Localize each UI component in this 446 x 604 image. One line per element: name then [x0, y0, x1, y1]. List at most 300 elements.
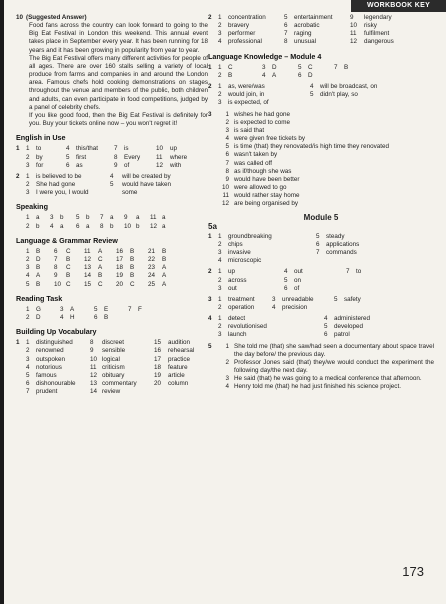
- answer-text: professional: [228, 38, 262, 46]
- workbook-key-badge: WORKBOOK KEY: [351, 0, 446, 12]
- item-number: 5: [316, 232, 320, 240]
- answer-text: commentary: [102, 380, 137, 388]
- item-number: 1: [26, 339, 30, 347]
- item-number: 5: [334, 295, 338, 303]
- item-number: 1: [218, 268, 222, 276]
- answer-text: [326, 257, 406, 265]
- answer-row: [26, 339, 216, 347]
- item-number: 2: [26, 256, 30, 264]
- item-number: 6: [225, 151, 229, 159]
- answer-text: I were you, I would: [36, 189, 89, 197]
- answer-row: [26, 272, 208, 280]
- answer-text: fulfilment: [364, 30, 390, 38]
- answer-text: obituary: [102, 371, 125, 379]
- answer-text: first: [76, 153, 87, 161]
- answer-text: C: [98, 280, 103, 288]
- lk4-ex3: 3 1 wishes he had gone 2 is expected to come 3 is said that 4 were given free tickets by 5 is time (that) they renovated/is high time they renovated 6 wasn't taken by 7 was called off 8 as if/though she was 9 would have been better 10 were allowed to go 11 would rather stay home 12 are being organised by: [208, 111, 434, 209]
- answer-row: [218, 38, 434, 46]
- answer-text: She told me (that) she saw/had seen a documentary about space travel the day before/ the previous day.: [234, 342, 434, 358]
- left-column: [16, 14, 208, 399]
- item-number: 5: [310, 91, 314, 99]
- answer-text: for: [36, 161, 44, 169]
- section-heading-language-knowledge: Language Knowledge – Module 4: [208, 51, 322, 61]
- answer-text: rehearsal: [168, 347, 195, 355]
- item-number: [128, 314, 138, 322]
- item-number: 9: [54, 272, 58, 280]
- item-number: 6: [316, 240, 320, 248]
- m5-ex2: 2 1 up 4 out 7 to 2 across 5 on 3 out 6 of: [208, 268, 434, 292]
- answer-text: A: [272, 71, 277, 79]
- answer-text: a: [162, 214, 166, 222]
- answer-text: was called off: [234, 159, 273, 167]
- item-number: 9: [90, 347, 94, 355]
- item-number: 2: [218, 91, 222, 99]
- item-number: 3: [50, 214, 54, 222]
- answer-text: a: [162, 222, 166, 230]
- reading-task-answers: [16, 306, 208, 322]
- answer-text: were allowed to go: [234, 183, 287, 191]
- answer-text: bravery: [228, 22, 249, 30]
- m5-ex5: 5 1 She told me (that) she saw/had seen a documentary about space travel the day before/ the previous day. 2 Professor Jones said (that) they/we would conduct the experiment the following day/the next day. 3 He said (that) he was going to a medical conference that afternoon. 4 Henry told me (that) he had just finished his science project.: [208, 342, 434, 391]
- item-number: [154, 388, 168, 396]
- answer-text: would have been better: [234, 175, 300, 183]
- item-number: 10: [90, 355, 98, 363]
- answer-row: [218, 99, 434, 107]
- answer-text: B: [66, 272, 71, 280]
- item-number: 7: [316, 249, 320, 257]
- item-number: 4: [26, 363, 30, 371]
- answer-text: [344, 304, 390, 312]
- item-number: 1: [218, 63, 222, 71]
- item-number: 4: [26, 272, 30, 280]
- item-number: 3: [225, 126, 229, 134]
- answer-text: B: [36, 247, 41, 255]
- answer-row: [26, 223, 208, 231]
- answer-text: She had gone: [36, 180, 76, 188]
- item-number: 1: [218, 232, 222, 240]
- answer-row: [218, 304, 434, 312]
- answer-line: [218, 343, 434, 359]
- answer-row: [26, 314, 208, 322]
- item-number: 4: [218, 38, 222, 46]
- answer-text: of: [124, 161, 130, 169]
- m5-ex3: 3 1 treatment 3 unreadable 5 safety 2 operation 4 precision: [208, 296, 434, 312]
- answer-text: entertainment: [294, 14, 333, 21]
- item-number: 5: [26, 371, 30, 379]
- answer-text: where: [170, 153, 188, 161]
- item-number: 4: [284, 268, 288, 276]
- item-number: 8: [100, 222, 104, 230]
- answer-text: B: [162, 247, 167, 255]
- item-number: 9: [114, 161, 118, 169]
- answer-text: commands: [326, 249, 357, 257]
- item-number: 15: [84, 280, 92, 288]
- answer-text: developed: [334, 323, 364, 331]
- item-number: 11: [150, 214, 157, 222]
- answer-text: distinguished: [36, 339, 73, 347]
- item-number: 1: [225, 342, 229, 350]
- answer-text: C: [66, 247, 71, 255]
- answer-text: this/that: [76, 145, 99, 153]
- item-number: 10: [124, 222, 132, 230]
- item-number: 23: [148, 264, 156, 272]
- answer-text: F: [138, 305, 142, 313]
- item-number: [346, 277, 356, 285]
- answer-line: [218, 375, 434, 383]
- answer-text: acrobatic: [294, 22, 320, 30]
- item-number: 3: [60, 305, 64, 313]
- answer-text: C: [228, 63, 233, 71]
- answer-line: [218, 151, 434, 159]
- answer-row: [26, 372, 216, 380]
- item-number: 4: [110, 172, 114, 180]
- item-number: 4: [324, 315, 328, 323]
- item-number: 14: [84, 272, 92, 280]
- item-number: 7: [225, 159, 229, 167]
- answer-text: as if/though she was: [234, 167, 292, 175]
- item-number: 4: [225, 135, 229, 143]
- item-number: 1: [218, 315, 222, 323]
- answer-row: [26, 248, 208, 256]
- item-number: 2: [26, 314, 30, 321]
- answer-row: [218, 315, 434, 323]
- answer-text: up: [170, 145, 178, 153]
- answer-text: operation: [228, 304, 255, 311]
- answer-text: C: [66, 264, 71, 272]
- item-number: 6: [324, 331, 328, 339]
- item-number: 20: [154, 380, 162, 388]
- answer-line: [218, 119, 434, 127]
- answer-text: legendary: [364, 14, 392, 21]
- answer-text: detect: [228, 315, 246, 323]
- answer-row: [26, 154, 210, 162]
- answer-text: sensible: [102, 347, 126, 355]
- m5-ex4: 4 1 detect 4 administered 2 revolutionised 5 developed 3 launch 6 patrol: [208, 315, 434, 339]
- answer-text: wasn't taken by: [234, 151, 278, 159]
- answer-row: [218, 331, 434, 339]
- item-number: 20: [116, 280, 124, 288]
- item-number: 8: [284, 38, 288, 46]
- item-number: 1: [26, 172, 30, 180]
- answer-text: A: [36, 272, 41, 280]
- item-number: 10: [156, 145, 164, 153]
- answer-text: D: [36, 256, 41, 264]
- exercise-number: 10: [16, 14, 24, 21]
- answer-text: b: [60, 214, 64, 222]
- answer-row: [218, 296, 434, 304]
- section-heading-vocabulary: Building Up Vocabulary: [16, 327, 97, 337]
- answer-text: outspoken: [36, 355, 66, 363]
- answer-text: D: [308, 71, 313, 79]
- item-number: 1: [26, 305, 30, 313]
- item-number: 1: [218, 14, 222, 21]
- item-number: 2: [26, 222, 30, 230]
- answer-text: safety: [344, 295, 361, 303]
- item-number: 7: [346, 268, 350, 276]
- answer-text: A: [98, 264, 103, 272]
- answer-text: criticism: [102, 363, 125, 371]
- answer-text: didn't play, so: [320, 91, 358, 99]
- answer-row: [26, 162, 210, 170]
- answer-text: [344, 72, 364, 80]
- item-number: 12: [156, 161, 164, 169]
- answer-text: by: [36, 153, 43, 161]
- suggested-answer-block: [16, 14, 208, 128]
- item-number: 3: [26, 189, 30, 197]
- answer-text: audition: [168, 339, 191, 347]
- item-number: 1: [26, 214, 30, 222]
- english-in-use-ex2: 2 1 is believed to be 4 will be created by 2 She had gone 5 would have taken 3 I were you, I would some: [16, 173, 208, 197]
- answer-text: unreadable: [282, 295, 314, 303]
- answer-text: would join, in: [228, 91, 265, 99]
- answer-text: renowned: [36, 347, 64, 355]
- answer-text: B: [130, 272, 135, 280]
- answer-text: wishes he had gone: [234, 110, 291, 118]
- answer-text: across: [228, 276, 247, 284]
- answer-text: notorious: [36, 363, 62, 371]
- answer-row: [218, 14, 434, 22]
- answer-row: [26, 347, 216, 355]
- answer-text: of: [294, 284, 300, 292]
- answer-text: b: [86, 214, 90, 222]
- answer-line: [218, 176, 434, 184]
- speaking-answers: [16, 214, 208, 230]
- answer-text: with: [170, 161, 182, 169]
- answer-row: [26, 364, 216, 372]
- answer-text: treatment: [228, 295, 255, 303]
- answer-row: [26, 380, 216, 388]
- answer-text: Every: [124, 153, 141, 161]
- answer-text: as, were/was: [228, 83, 265, 91]
- item-number: 25: [148, 280, 156, 288]
- answer-text: B: [130, 256, 135, 264]
- item-number: 3: [26, 264, 30, 272]
- suggested-answer-heading: (Suggested Answer): [26, 14, 87, 21]
- item-number: 3: [26, 161, 30, 169]
- answer-text: a: [60, 222, 64, 230]
- item-number: 17: [116, 256, 124, 264]
- item-number: 1: [225, 110, 229, 118]
- answer-text: B: [228, 71, 233, 79]
- section-heading-english-in-use: English in Use: [16, 133, 66, 143]
- item-number: 2: [218, 71, 222, 79]
- item-number: 4: [262, 71, 266, 79]
- answer-row: [26, 145, 210, 153]
- answer-text: administered: [334, 315, 371, 323]
- answer-text: launch: [228, 331, 247, 339]
- item-number: [316, 257, 326, 265]
- answer-line: [218, 200, 434, 208]
- answer-text: famous: [36, 371, 57, 379]
- answer-text: up: [228, 268, 236, 276]
- answer-text: is expected, of: [228, 99, 269, 107]
- top-exercise-2: 2 1 concentration 5 entertainment 9 legendary 2 bravery 6 acrobatic 10 risky 3 performer 7 raging 11 fulfilment 4 professional 8 unusual 12 dangerous: [208, 14, 434, 47]
- item-number: 16: [116, 247, 124, 255]
- answer-text: prudent: [36, 388, 58, 396]
- item-number: 13: [90, 380, 98, 388]
- answer-text: unusual: [294, 38, 317, 46]
- answer-row: [218, 277, 434, 285]
- item-number: 18: [154, 363, 162, 371]
- module-5-heading: Module 5: [303, 213, 339, 223]
- answer-row: [26, 388, 216, 396]
- item-number: 5: [284, 276, 288, 284]
- answer-text: logical: [102, 355, 120, 363]
- answer-row: [218, 323, 434, 331]
- item-number: 6: [54, 247, 58, 255]
- item-number: 2: [26, 153, 30, 161]
- answer-text: groundbreaking: [228, 232, 272, 240]
- item-number: 12: [84, 256, 92, 264]
- lk4-ex1: 1 1 C 3 D 5 C 7 B 2 B 4 A 6 D: [208, 64, 434, 80]
- answer-text: A: [162, 272, 167, 280]
- answer-text: G: [36, 305, 41, 313]
- answer-text: B: [344, 63, 349, 71]
- item-number: 12: [150, 222, 158, 230]
- item-number: 6: [26, 380, 30, 388]
- item-number: 1: [26, 145, 30, 153]
- answer-text: A: [162, 264, 167, 272]
- item-number: 3: [218, 30, 222, 38]
- answer-text: C: [98, 256, 103, 264]
- answer-text: b: [36, 222, 40, 230]
- answer-row: [218, 249, 434, 257]
- answer-text: D: [272, 63, 277, 71]
- item-number: 6: [284, 22, 288, 30]
- answer-text: B: [130, 264, 135, 272]
- item-number: 6: [66, 161, 70, 169]
- item-number: 8: [54, 264, 58, 272]
- answer-text: [320, 99, 418, 107]
- answer-line: [218, 192, 434, 200]
- answer-row: [218, 91, 434, 99]
- answer-text: is: [124, 145, 129, 153]
- answer-text: B: [130, 247, 135, 255]
- item-number: [310, 99, 320, 107]
- answer-text: a: [110, 214, 114, 222]
- answer-text: patrol: [334, 331, 350, 339]
- answer-line: [218, 127, 434, 135]
- answer-line: [218, 143, 434, 151]
- item-number: 4: [272, 304, 276, 311]
- item-number: 17: [154, 355, 162, 363]
- section-heading-grammar-review: Language & Grammar Review: [16, 235, 118, 245]
- answer-text: H: [70, 314, 75, 321]
- answer-text: will be created by: [122, 172, 171, 180]
- answer-text: A: [162, 280, 167, 288]
- item-number: 2: [26, 347, 30, 355]
- lk4-ex2: 2 1 as, were/was 4 will be broadcast, on 2 would join, in 5 didn't play, so 3 is expected, of: [208, 83, 434, 107]
- answer-text: [138, 314, 158, 322]
- item-number: 6: [298, 71, 302, 79]
- answer-paragraph-1: Food fans across the country can look forward to going to the Big Eat Festival in London this weekend. This annual event takes place in September every year. It has been running for 18 years and it has been growing in popularity from year to year.: [29, 22, 208, 54]
- answer-text: risky: [364, 22, 377, 30]
- answer-text: raging: [294, 30, 312, 38]
- answer-text: is believed to be: [36, 172, 82, 180]
- answer-text: column: [168, 380, 189, 388]
- answer-text: would rather stay home: [234, 192, 300, 200]
- item-number: 6: [284, 284, 288, 292]
- item-number: 21: [148, 247, 156, 255]
- item-number: 4: [218, 257, 222, 265]
- item-number: 5: [76, 214, 80, 222]
- answer-text: invasive: [228, 249, 251, 257]
- answer-text: performer: [228, 30, 256, 38]
- item-number: 19: [116, 272, 124, 280]
- answer-text: B: [162, 256, 167, 264]
- item-number: 2: [218, 22, 222, 30]
- page-number: 173: [402, 564, 424, 579]
- item-number: 8: [225, 167, 229, 175]
- answer-text: E: [104, 305, 109, 313]
- item-number: 7: [128, 305, 132, 313]
- item-number: 1: [218, 295, 222, 303]
- item-number: 11: [156, 153, 163, 161]
- item-number: 1: [218, 83, 222, 91]
- answer-paragraph-2: The Big Eat Festival offers many different activities for people of all ages. There are over 160 stalls selling a variety of local produce from farms and companies in and around the London area. Famous chefs hold cooking demonstrations on stages throughout the venue and members of the public, both children and adults, can even participate in food competitions, judged by a panel of celebrity chefs.: [29, 54, 208, 111]
- item-number: 5: [26, 280, 30, 288]
- item-number: 18: [116, 264, 124, 272]
- item-number: 8: [90, 339, 94, 347]
- answer-text: is said that: [234, 126, 265, 134]
- item-number: 4: [310, 83, 314, 91]
- answer-row: [26, 189, 208, 197]
- item-number: 7: [26, 388, 30, 396]
- item-number: 2: [218, 240, 222, 248]
- binding-shadow: [0, 0, 4, 604]
- item-number: 3: [218, 331, 222, 339]
- right-column: [208, 14, 434, 395]
- answer-row: [218, 22, 434, 30]
- answer-text: were given free tickets by: [234, 135, 306, 143]
- item-number: 10: [221, 183, 229, 191]
- item-number: 5: [298, 63, 302, 71]
- answer-text: applications: [326, 240, 360, 248]
- answer-row: [218, 285, 434, 293]
- answer-text: B: [36, 264, 41, 272]
- answer-text: dishonourable: [36, 380, 76, 388]
- answer-text: chips: [228, 240, 243, 248]
- answer-row: [218, 72, 434, 80]
- answer-row: [26, 264, 208, 272]
- item-number: 3: [272, 295, 276, 303]
- item-number: 14: [90, 388, 98, 396]
- answer-line: [218, 111, 434, 119]
- answer-text: revolutionised: [228, 323, 267, 331]
- answer-text: as: [76, 161, 83, 169]
- answer-text: a: [86, 222, 90, 230]
- item-number: 7: [334, 63, 338, 71]
- answer-row: [26, 181, 208, 189]
- answer-row: [26, 281, 208, 289]
- answer-text: is expected to come: [234, 118, 291, 126]
- answer-text: feature: [168, 363, 188, 371]
- answer-text: B: [104, 314, 109, 321]
- section-5a-heading: 5a: [208, 221, 217, 231]
- item-number: 1: [26, 247, 30, 255]
- item-number: 4: [50, 222, 54, 230]
- answer-text: C: [308, 63, 313, 71]
- answer-text: out: [228, 284, 237, 292]
- answer-text: a: [136, 214, 140, 222]
- item-number: 2: [218, 323, 222, 331]
- answer-text: C: [130, 280, 135, 288]
- answer-text: [356, 285, 396, 293]
- answer-line: [218, 383, 434, 391]
- answer-text: microscopic: [228, 257, 262, 265]
- item-number: 4: [60, 314, 64, 321]
- answer-row: [218, 268, 434, 276]
